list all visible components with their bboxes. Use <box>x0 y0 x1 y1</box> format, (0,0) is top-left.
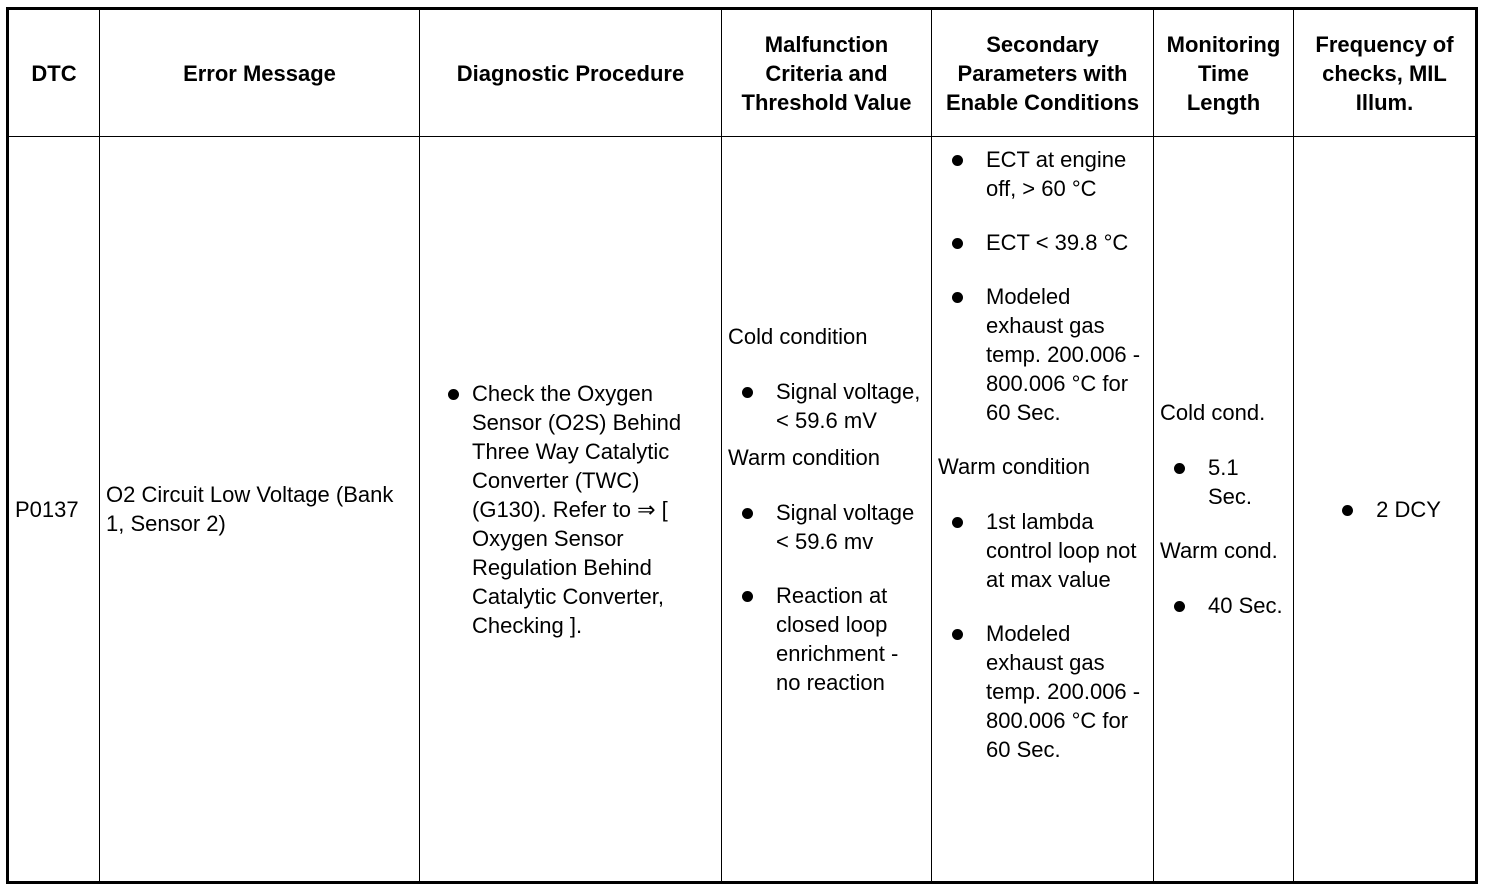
header-dtc: DTC <box>8 9 100 137</box>
cell-dtc-code: P0137 <box>8 137 100 883</box>
cell-frequency <box>1294 137 1477 883</box>
cell-malfunction-criteria <box>722 137 932 883</box>
frequency-list <box>1328 495 1441 524</box>
header-secondary-parameters: Secondary Parameters with Enable Conditions <box>932 9 1154 137</box>
list-item: ECT < 39.8 °C <box>938 228 1147 257</box>
cell-secondary-parameters <box>932 137 1154 883</box>
cold-condition-label: Cold condition <box>728 323 868 349</box>
header-error-message: Error Message <box>100 9 420 137</box>
secondary-cold-list <box>938 145 1147 427</box>
warm-condition-label: Warm condition <box>728 444 881 470</box>
monitoring-cold-list <box>1160 453 1287 511</box>
list-item: Modeled exhaust gas temp. 200.006 - 800.006 °C for 60 Sec. <box>938 619 1147 764</box>
dtc-table <box>6 7 1478 884</box>
list-item: 5.1 Sec. <box>1160 453 1287 511</box>
header-frequency: Frequency of checks, MIL Illum. <box>1294 9 1477 137</box>
header-monitoring-time: Monitoring Time Length <box>1154 9 1294 137</box>
list-item: Check the Oxygen Sensor (O2S) Behind Three Way Catalytic Converter (TWC) (G130). Refer to ⇒ [ Oxygen Sensor Regulation Behind Catalytic Converter, Checking ]. <box>434 379 715 640</box>
secondary-warm-list <box>938 507 1147 764</box>
cold-condition-list <box>728 377 925 435</box>
cell-error-message: O2 Circuit Low Voltage (Bank 1, Sensor 2) <box>100 137 420 883</box>
cell-diagnostic-procedure <box>420 137 722 883</box>
header-diagnostic-procedure: Diagnostic Procedure <box>420 9 722 137</box>
list-item: Modeled exhaust gas temp. 200.006 - 800.006 °C for 60 Sec. <box>938 282 1147 427</box>
monitoring-warm-list <box>1160 591 1287 620</box>
table-row <box>8 137 1477 883</box>
list-item: ECT at engine off, > 60 °C <box>938 145 1147 203</box>
cell-monitoring-time <box>1154 137 1294 883</box>
list-item: 1st lambda control loop not at max value <box>938 507 1147 594</box>
monitoring-cold-label: Cold cond. <box>1160 400 1266 425</box>
diagnostic-procedure-list <box>434 379 715 640</box>
list-item: Signal voltage < 59.6 mv <box>728 498 925 556</box>
warm-condition-list <box>728 498 925 697</box>
list-item: Signal voltage, < 59.6 mV <box>728 377 925 435</box>
secondary-warm-label: Warm condition <box>938 454 1091 479</box>
header-malfunction-criteria: Malfunction Criteria and Threshold Value <box>722 9 932 137</box>
list-item: 2 DCY <box>1328 495 1441 524</box>
monitoring-warm-label: Warm cond. <box>1160 538 1278 563</box>
list-item: 40 Sec. <box>1160 591 1287 620</box>
list-item: Reaction at closed loop enrichment - no reaction <box>728 581 925 697</box>
header-row <box>8 9 1477 137</box>
